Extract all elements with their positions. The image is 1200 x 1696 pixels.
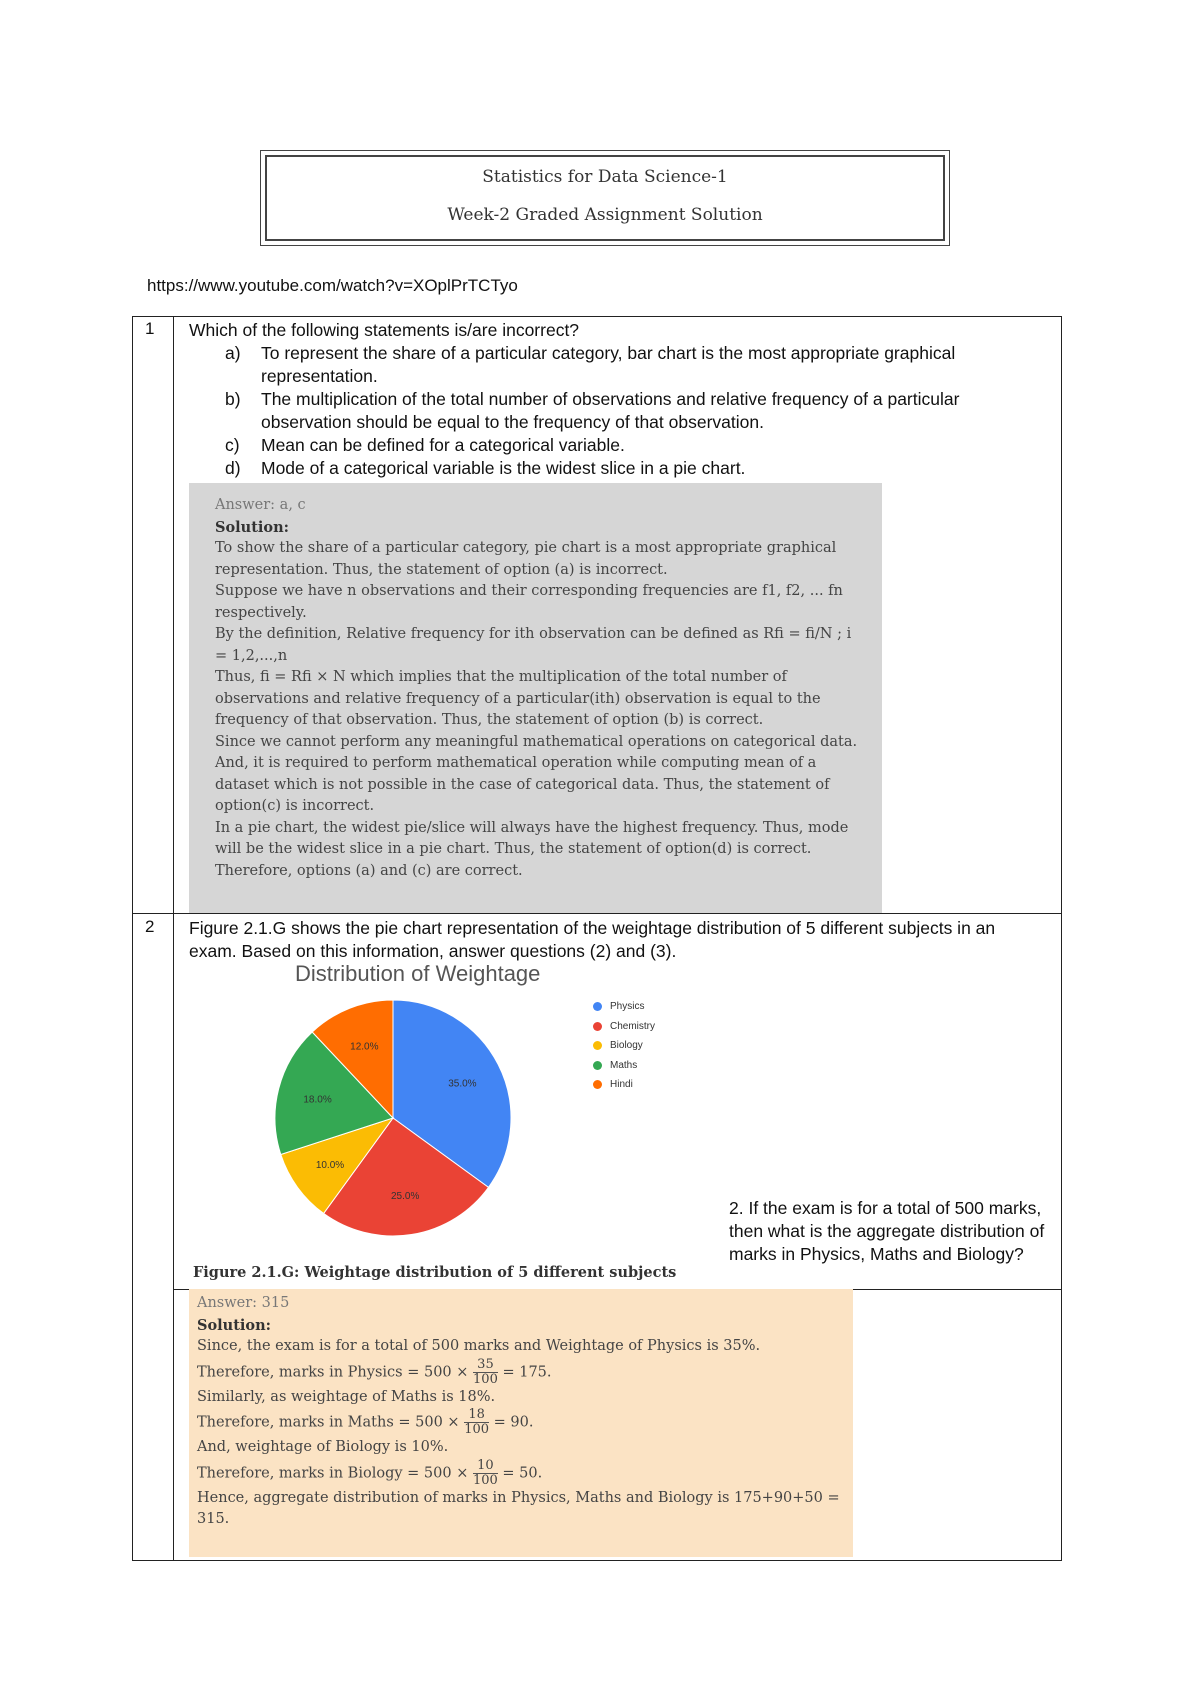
chart-legend bbox=[593, 997, 655, 1095]
option-text: Mode of a categorical variable is the widest slice in a pie chart. bbox=[261, 458, 746, 478]
assignment-title: Week-2 Graded Assignment Solution bbox=[447, 205, 763, 225]
legend-swatch bbox=[593, 1061, 602, 1070]
solution-line: By the definition, Relative frequency for ith observation can be defined as Rfi = fi/N ; i = 1,2,...,n bbox=[215, 626, 852, 664]
fraction: $\frac{18}{100}$ bbox=[464, 1407, 490, 1437]
solution-heading: Solution: bbox=[215, 518, 289, 536]
solution-line: Since we cannot perform any meaningful mathematical operations on categorical data. And, it is required to perform mathematical operation while computing mean of a dataset which is not possible in the case of categorical data. Thus, the statement of option(c) is incorrect. bbox=[215, 733, 858, 814]
option-label: a) bbox=[225, 343, 241, 363]
legend-label: Physics bbox=[610, 1001, 645, 1013]
solution-line: Since, the exam is for a total of 500 marks and Weightage of Physics is 35%. bbox=[197, 1338, 761, 1354]
solution-box-1 bbox=[189, 483, 882, 913]
legend-swatch bbox=[593, 1002, 602, 1011]
legend-item-chemistry bbox=[593, 1017, 655, 1037]
legend-swatch bbox=[593, 1080, 602, 1089]
pie-label-biology: 10.0% bbox=[315, 1159, 345, 1171]
solution-line: Similarly, as weightage of Maths is 18%. bbox=[197, 1388, 496, 1405]
pie-label-chemistry: 25.0% bbox=[391, 1190, 420, 1202]
legend-swatch bbox=[593, 1022, 602, 1031]
legend-item-biology bbox=[593, 1036, 655, 1056]
question-2-intro: Figure 2.1.G shows the pie chart representation of the weightage distribution of 5 different subjects in an exam. Based on this information, answer questions (2) and (3). bbox=[189, 918, 996, 961]
option-list bbox=[189, 342, 1044, 480]
solution-box-2 bbox=[189, 1289, 853, 1557]
solution-line: In a pie chart, the widest pie/slice will always have the highest frequency. Thus, mode will be the widest slice in a pie chart. Thus, the statement of option(d) is correct. bbox=[215, 819, 849, 857]
solution-line: Hence, aggregate distribution of marks in Physics, Maths and Biology is 175+90+50 = 315. bbox=[197, 1489, 840, 1527]
legend-label: Maths bbox=[610, 1059, 638, 1071]
pie-label-hindi: 12.0% bbox=[350, 1041, 379, 1053]
solution-line: Suppose we have n observations and their corresponding frequencies are f1, f2, ... fn respectively. bbox=[215, 583, 843, 621]
option-d bbox=[189, 457, 1044, 480]
option-label: b) bbox=[225, 389, 241, 409]
option-label: d) bbox=[225, 458, 241, 478]
pie-label-physics: 35.0% bbox=[448, 1078, 477, 1090]
figure-caption: Figure 2.1.G: Weightage distribution of 5 different subjects bbox=[193, 1264, 677, 1281]
legend-item-maths bbox=[593, 1056, 655, 1076]
option-text: The multiplication of the total number of observations and relative frequency of a particular observation should be equal to the frequency of that observation. bbox=[261, 389, 960, 432]
solution-line: And, weightage of Biology is 10%. bbox=[197, 1439, 449, 1455]
row-divider bbox=[133, 913, 1061, 914]
solution-line: Therefore, options (a) and (c) are correct. bbox=[215, 862, 523, 879]
fraction: $\frac{10}{100}$ bbox=[472, 1457, 498, 1488]
legend-label: Chemistry bbox=[610, 1020, 656, 1032]
option-text: Mean can be defined for a categorical variable. bbox=[261, 435, 625, 455]
question-1 bbox=[189, 319, 1044, 480]
solution-line: Therefore, marks in Maths = 500 × $\frac{18}{100}$ = 90. bbox=[197, 1407, 534, 1437]
option-text: To represent the share of a particular category, bar chart is the most appropriate graphical representation. bbox=[261, 343, 956, 386]
course-title: Statistics for Data Science-1 bbox=[482, 167, 728, 187]
question-2-text: 2. If the exam is for a total of 500 marks, then what is the aggregate distribution of marks in Physics, Maths and Biology? bbox=[729, 1198, 1045, 1264]
video-link[interactable]: https://www.youtube.com/watch?v=XOplPrTCTyo bbox=[147, 276, 518, 295]
pie-label-maths: 18.0% bbox=[303, 1094, 332, 1106]
legend-label: Hindi bbox=[610, 1079, 633, 1091]
chart-title: Distribution of Weightage bbox=[295, 961, 541, 986]
question-table bbox=[132, 316, 1062, 1561]
legend-label: Biology bbox=[610, 1040, 643, 1052]
solution-line: Therefore, marks in Physics = 500 × $\frac{35}{100}$ = 175. bbox=[197, 1356, 552, 1387]
option-label: c) bbox=[225, 435, 240, 455]
answer-text: Answer: a, c bbox=[215, 497, 306, 513]
legend-item-hindi bbox=[593, 1075, 655, 1095]
legend-item-physics bbox=[593, 997, 655, 1017]
option-c bbox=[189, 434, 1044, 457]
fraction: $\frac{35}{100}$ bbox=[473, 1356, 498, 1387]
question-1-text: Which of the following statements is/are incorrect? bbox=[189, 320, 580, 340]
solution-line: Thus, fi = Rfi × N which implies that the multiplication of the total number of observations and relative frequency of a particular(ith) observation is equal to the frequency of that observation. Thus, the statement of option (b) is correct. bbox=[215, 669, 821, 728]
title-box bbox=[260, 150, 950, 246]
pie-chart bbox=[268, 993, 518, 1243]
title-inner-frame bbox=[265, 155, 945, 241]
option-a bbox=[189, 342, 1044, 388]
legend-swatch bbox=[593, 1041, 602, 1050]
question-number: 1 bbox=[145, 319, 155, 338]
solution-heading: Solution: bbox=[197, 1316, 271, 1334]
column-divider bbox=[173, 317, 174, 1560]
answer-text: Answer: 315 bbox=[197, 1295, 290, 1311]
solution-line: To show the share of a particular category, pie chart is a most appropriate graphical representation. Thus, the statement of option (a) is incorrect. bbox=[215, 540, 837, 578]
solution-line: Therefore, marks in Biology = 500 × $\frac{10}{100}$ = 50. bbox=[197, 1457, 543, 1488]
question-number: 2 bbox=[145, 917, 155, 936]
option-b bbox=[189, 388, 1044, 434]
